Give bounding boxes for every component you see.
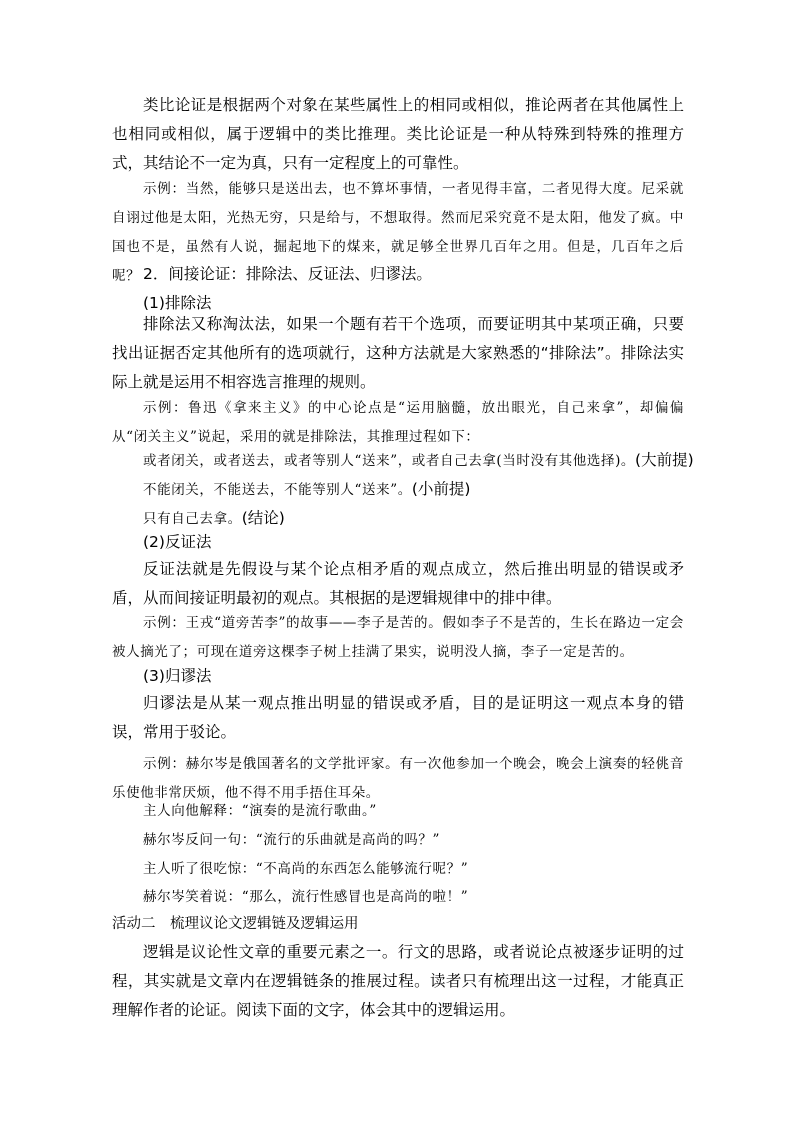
analogy-argument-paragraph: 类比论证是根据两个对象在某些属性上的相同或相似，推论两者在其他属性上也相同或相似，属于逻辑中的类比推理。类比论证是一种从特殊到特殊的推理方式，其结论不一定为真，只有一定程度上的可靠性。 bbox=[112, 96, 684, 172]
reductio-method-paragraph: 反证法就是先假设与某个论点相矛盾的观点成立，然后推出明显的错误或矛盾，从而间接证明最初的观点。其根据的是逻辑规律中的排中律。 bbox=[112, 560, 684, 607]
absurdum-example: 示例：赫尔岑是俄国著名的文学批评家。有一次他参加一个晚会，晚会上演奏的轻佻音乐使他非常厌烦，他不得不用手捂住耳朵。 bbox=[112, 756, 684, 801]
dialog-line-4: 赫尔岑笑着说：“那么，流行性感冒也是高尚的啦！” bbox=[143, 889, 469, 905]
major-premise-line bbox=[143, 446, 694, 476]
activity-two-heading: 活动二 梳理议论文逻辑链及逻辑运用 bbox=[112, 916, 359, 932]
conclusion: 只有自己去拿。 bbox=[143, 511, 242, 527]
minor-premise-line bbox=[143, 475, 470, 505]
absurdum-method-paragraph: 归谬法是从某一观点推出明显的错误或矛盾，目的是证明这一观点本身的错误，常用于驳论。 bbox=[112, 694, 684, 741]
logic-chain-paragraph: 逻辑是议论性文章的重要元素之一。行文的思路，或者说论点被逐步证明的过程，其实就是文章内在逻辑链条的推展过程。读者只有梳理出这一过程，才能真正理解作者的论证。阅读下面的文字，体会其中的逻辑运用。 bbox=[112, 943, 684, 1019]
exclusion-method-paragraph: 排除法又称淘汰法，如果一个题有若干个选项，而要证明其中某项正确，只要找出证据否定其他所有的选项就行，这种方法就是大家熟悉的“排除法”。排除法实际上就是运用不相容选言推理的规则。 bbox=[112, 315, 684, 391]
indirect-argument-heading: 2．间接论证：排除法、反证法、归谬法。 bbox=[143, 265, 432, 283]
exclusion-method-heading: (1)排除法 bbox=[143, 294, 212, 312]
dialog-line-2: 赫尔岑反问一句：“流行的乐曲就是高尚的吗？” bbox=[143, 832, 441, 848]
reductio-example: 示例：王戎“道旁苦李”的故事——李子是苦的。假如李子不是苦的，生长在路边一定会被人摘光了；可现在道旁这棵李子树上挂满了果实，说明没人摘，李子一定是苦的。 bbox=[112, 615, 684, 660]
exclusion-example: 示例：鲁迅《拿来主义》的中心论点是“运用脑髓，放出眼光，自己来拿”，却偏偏从“闭关主义”说起，采用的就是排除法，其推理过程如下： bbox=[112, 400, 684, 445]
absurdum-method-heading: (3)归谬法 bbox=[143, 667, 212, 685]
major-premise-tag: (大前提) bbox=[635, 451, 694, 469]
minor-premise: 不能闭关，不能送去，不能等别人“送来”。 bbox=[143, 482, 412, 498]
reductio-method-heading: (2)反证法 bbox=[143, 533, 212, 551]
dialog-line-3: 主人听了很吃惊：“不高尚的东西怎么能够流行呢？” bbox=[143, 861, 469, 877]
minor-premise-tag: (小前提) bbox=[411, 480, 471, 498]
conclusion-tag: (结论) bbox=[241, 509, 285, 527]
dialog-line-1: 主人向他解释：“演奏的是流行歌曲。” bbox=[143, 803, 377, 819]
analogy-example: 示例：当然，能够只是送出去，也不算坏事情，一者见得丰富，二者见得大度。尼采就自诩过他是太阳，光热无穷，只是给与，不想取得。然而尼采究竟不是太阳，他发了疯。中国也不是，虽然有人说，掘起地下的煤来，就足够全世界几百年之用。但是，几百年之后呢？ bbox=[112, 181, 684, 284]
major-premise: 或者闭关，或者送去，或者等别人“送来”，或者自己去拿(当时没有其他选择)。 bbox=[143, 453, 636, 469]
